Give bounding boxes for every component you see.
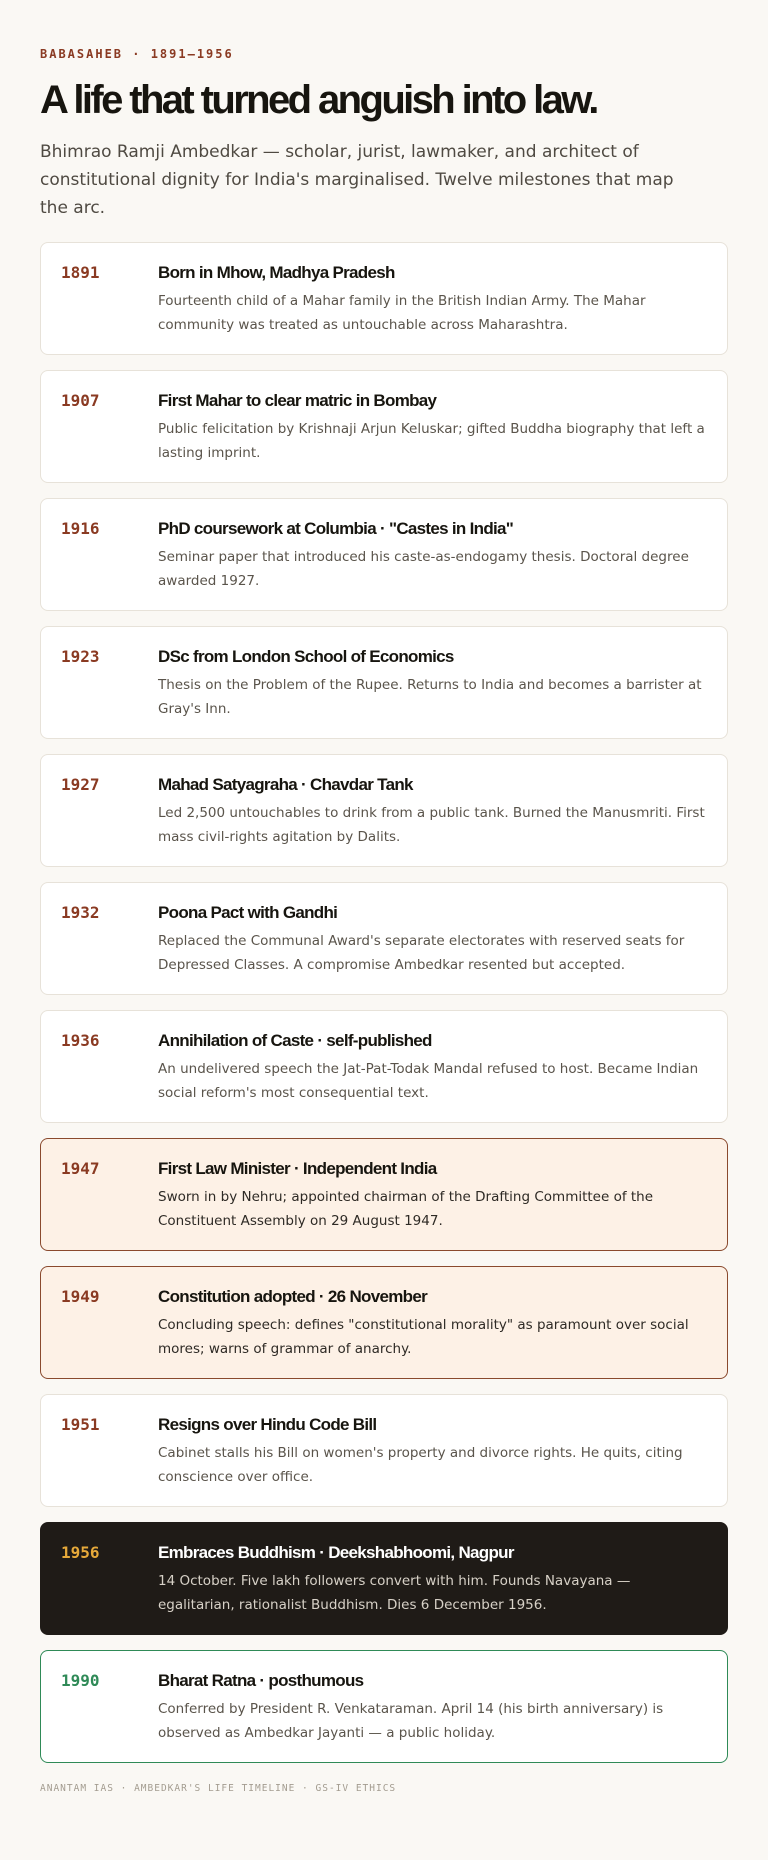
milestone-title: Annihilation of Caste · self-published bbox=[158, 1031, 432, 1050]
milestone-year: 1927 bbox=[61, 775, 100, 794]
milestone-description: Cabinet stalls his Bill on women's property and divorce rights. He quits, citing conscience over office. bbox=[158, 1445, 683, 1485]
milestone-content bbox=[158, 901, 707, 977]
milestone-description: Concluding speech: defines "constitutional morality" as paramount over social mores; warns of grammar of anarchy. bbox=[158, 1317, 689, 1357]
milestone-description: Replaced the Communal Award's separate electorates with reserved seats for Depressed Classes. A compromise Ambedkar resented but accepted. bbox=[158, 933, 685, 973]
milestone-title: First Law Minister · Independent India bbox=[158, 1159, 437, 1178]
milestone-content bbox=[158, 1157, 707, 1233]
milestone-description: 14 October. Five lakh followers convert with him. Founds Navayana — egalitarian, rationalist Buddhism. Dies 6 December 1956. bbox=[158, 1573, 631, 1613]
milestone-card-1891 bbox=[40, 242, 728, 355]
intro-text: Bhimrao Ramji Ambedkar — scholar, jurist, lawmaker, and architect of constitutional dignity for India's marginalised. Twelve milestones that map the arc. bbox=[40, 142, 674, 218]
milestone-year: 1949 bbox=[61, 1287, 100, 1306]
milestone-description: Sworn in by Nehru; appointed chairman of the Drafting Committee of the Constituent Assembly on 29 August 1947. bbox=[158, 1189, 654, 1229]
milestone-year: 1891 bbox=[61, 263, 100, 282]
milestone-card-1956 bbox=[40, 1522, 728, 1635]
milestone-year: 1956 bbox=[61, 1543, 100, 1562]
milestone-description: Thesis on the Problem of the Rupee. Returns to India and becomes a barrister at Gray's Inn. bbox=[158, 677, 702, 717]
milestone-year: 1951 bbox=[61, 1415, 100, 1434]
page-title: A life that turned anguish into law. bbox=[40, 78, 597, 122]
milestone-card-1951 bbox=[40, 1394, 728, 1507]
milestone-year: 1990 bbox=[61, 1671, 100, 1690]
timeline bbox=[40, 242, 728, 1763]
milestone-card-1927 bbox=[40, 754, 728, 867]
milestone-content bbox=[158, 773, 707, 849]
milestone-card-1936 bbox=[40, 1010, 728, 1123]
milestone-content bbox=[158, 1541, 707, 1617]
milestone-content bbox=[158, 645, 707, 721]
milestone-content bbox=[158, 1029, 707, 1105]
milestone-title: Resigns over Hindu Code Bill bbox=[158, 1415, 377, 1434]
milestone-title: First Mahar to clear matric in Bombay bbox=[158, 391, 437, 410]
milestone-card-1907 bbox=[40, 370, 728, 483]
milestone-content bbox=[158, 1413, 707, 1489]
milestone-content bbox=[158, 1669, 707, 1745]
milestone-card-1949 bbox=[40, 1266, 728, 1379]
milestone-description: An undelivered speech the Jat-Pat-Todak Mandal refused to host. Became Indian social reform's most consequential text. bbox=[158, 1061, 699, 1101]
milestone-content bbox=[158, 517, 707, 593]
milestone-description: Public felicitation by Krishnaji Arjun Keluskar; gifted Buddha biography that left a lasting imprint. bbox=[158, 421, 705, 461]
milestone-year: 1947 bbox=[61, 1159, 100, 1178]
milestone-title: Born in Mhow, Madhya Pradesh bbox=[158, 263, 395, 282]
milestone-title: Bharat Ratna · posthumous bbox=[158, 1671, 364, 1690]
milestone-description: Conferred by President R. Venkataraman. April 14 (his birth anniversary) is observed as Ambedkar Jayanti — a public holiday. bbox=[158, 1701, 664, 1741]
milestone-title: Constitution adopted · 26 November bbox=[158, 1287, 427, 1306]
milestone-year: 1923 bbox=[61, 647, 100, 666]
milestone-title: Mahad Satyagraha · Chavdar Tank bbox=[158, 775, 413, 794]
milestone-card-1923 bbox=[40, 626, 728, 739]
milestone-card-1990 bbox=[40, 1650, 728, 1763]
milestone-title: Poona Pact with Gandhi bbox=[158, 903, 338, 922]
milestone-card-1947 bbox=[40, 1138, 728, 1251]
milestone-content bbox=[158, 261, 707, 337]
milestone-description: Fourteenth child of a Mahar family in the British Indian Army. The Mahar community was treated as untouchable across Maharashtra. bbox=[158, 293, 646, 333]
milestone-content bbox=[158, 1285, 707, 1361]
milestone-card-1932 bbox=[40, 882, 728, 995]
milestone-title: PhD coursework at Columbia · "Castes in India" bbox=[158, 519, 514, 538]
milestone-year: 1916 bbox=[61, 519, 100, 538]
milestone-year: 1932 bbox=[61, 903, 100, 922]
milestone-card-1916 bbox=[40, 498, 728, 611]
milestone-description: Led 2,500 untouchables to drink from a public tank. Burned the Manusmriti. First mass civil-rights agitation by Dalits. bbox=[158, 805, 705, 845]
eyebrow-label: BABASAHEB · 1891–1956 bbox=[40, 47, 234, 61]
milestone-title: DSc from London School of Economics bbox=[158, 647, 454, 666]
milestone-content bbox=[158, 389, 707, 465]
milestone-year: 1907 bbox=[61, 391, 100, 410]
milestone-year: 1936 bbox=[61, 1031, 100, 1050]
footer-credit: ANANTAM IAS · AMBEDKAR'S LIFE TIMELINE · GS-IV ETHICS bbox=[40, 1783, 397, 1794]
milestone-title: Embraces Buddhism · Deekshabhoomi, Nagpur bbox=[158, 1543, 514, 1562]
milestone-description: Seminar paper that introduced his caste-as-endogamy thesis. Doctoral degree awarded 1927. bbox=[158, 549, 689, 589]
